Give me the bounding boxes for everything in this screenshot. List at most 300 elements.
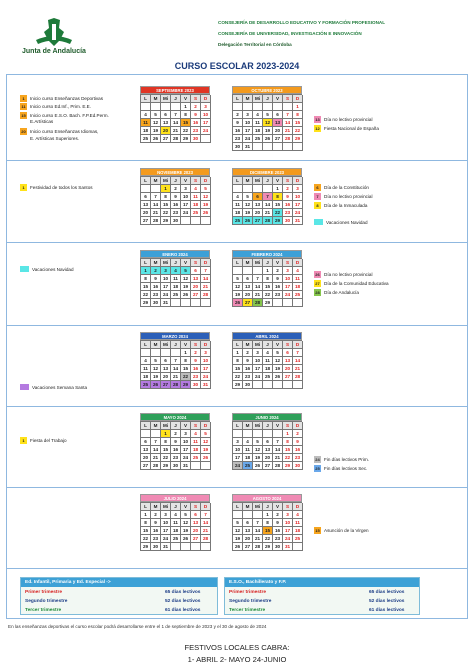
day-cell: 4: [253, 111, 263, 119]
month-title: SEPTIEMBRE 2023: [140, 86, 210, 94]
day-cell: 22: [263, 291, 273, 299]
trimester-name: Tercer trimestre: [229, 607, 266, 613]
day-cell: 4: [191, 185, 201, 193]
month-calendar: [140, 332, 210, 389]
day-cell: 18: [171, 527, 181, 535]
day-cell: 11: [293, 519, 303, 527]
empty-cell: [181, 543, 191, 551]
weekday-header: M: [151, 95, 161, 103]
day-cell: 3: [161, 511, 171, 519]
day-cell: 16: [233, 127, 243, 135]
day-cell: 20: [283, 365, 293, 373]
day-cell: 22: [263, 535, 273, 543]
empty-cell: [243, 185, 253, 193]
day-cell: 22: [141, 535, 151, 543]
day-cell: 20: [253, 209, 263, 217]
day-cell: 22: [161, 454, 171, 462]
day-cell: 7: [253, 519, 263, 527]
day-cell: 13: [161, 365, 171, 373]
trimester-days: 52 días lectivos: [165, 598, 201, 604]
day-cell: 28: [171, 135, 181, 143]
trimester-days: 65 días lectivos: [165, 589, 201, 595]
day-cell: 10: [161, 275, 171, 283]
empty-cell: [253, 267, 263, 275]
empty-cell: [191, 299, 201, 307]
month-grid: [232, 176, 302, 225]
day-cell: 1: [233, 349, 243, 357]
day-cell: 12: [263, 119, 273, 127]
day-cell: 11: [141, 365, 151, 373]
day-cell: 5: [233, 275, 243, 283]
day-cell: 1: [263, 267, 273, 275]
weekday-header: D: [293, 95, 303, 103]
day-cell: 9: [283, 193, 293, 201]
trimester-days: 61 días lectivos: [369, 607, 405, 613]
weekday-header: V: [181, 95, 191, 103]
day-cell: 10: [293, 193, 303, 201]
note-swatch: 7: [314, 193, 321, 200]
empty-cell: [273, 430, 283, 438]
day-cell: 24: [161, 291, 171, 299]
weekday-header: S: [191, 259, 201, 267]
day-cell: 6: [273, 111, 283, 119]
day-cell: 29: [283, 462, 293, 470]
day-cell: 23: [293, 454, 303, 462]
day-cell: 11: [191, 438, 201, 446]
legend-note: [314, 280, 389, 287]
day-cell: 4: [293, 267, 303, 275]
day-cell: 15: [233, 365, 243, 373]
day-cell: 3: [293, 185, 303, 193]
empty-cell: [141, 103, 151, 111]
day-cell: 10: [243, 119, 253, 127]
weekday-header: L: [141, 422, 151, 430]
empty-cell: [181, 217, 191, 225]
day-cell: 4: [293, 511, 303, 519]
day-cell: 2: [171, 185, 181, 193]
weekday-header: D: [201, 177, 211, 185]
weekday-header: Mi: [161, 259, 171, 267]
day-cell: 26: [181, 291, 191, 299]
month-title: ENERO 2024: [140, 250, 210, 258]
day-cell: 26: [233, 543, 243, 551]
day-cell: 30: [293, 462, 303, 470]
day-cell: 10: [233, 446, 243, 454]
empty-cell: [283, 143, 293, 151]
day-cell: 8: [161, 193, 171, 201]
day-cell: 21: [293, 365, 303, 373]
day-cell: 8: [181, 357, 191, 365]
day-cell: 9: [273, 275, 283, 283]
empty-cell: [171, 299, 181, 307]
day-cell: 2: [191, 103, 201, 111]
day-cell: 15: [141, 283, 151, 291]
day-cell: 24: [293, 209, 303, 217]
day-cell: 9: [191, 357, 201, 365]
empty-cell: [161, 349, 171, 357]
legend-secondary: [224, 577, 420, 615]
org-line-2: CONSEJERÍA DE UNIVERSIDAD, INVESTIGACIÓN E INNOVACIÓN: [218, 31, 362, 36]
weekday-header: V: [273, 422, 283, 430]
day-cell: 19: [201, 201, 211, 209]
legend-note: [20, 384, 87, 390]
weekday-header: M: [243, 422, 253, 430]
day-cell: 21: [171, 373, 181, 381]
day-cell: 21: [201, 283, 211, 291]
day-cell: 16: [191, 119, 201, 127]
month-title: AGOSTO 2024: [232, 494, 302, 502]
trimester-name: Segundo trimestre: [229, 598, 272, 604]
weekday-header: S: [191, 422, 201, 430]
day-cell: 7: [273, 438, 283, 446]
day-cell: 12: [233, 527, 243, 535]
day-cell: 19: [233, 291, 243, 299]
empty-cell: [233, 185, 243, 193]
day-cell: 19: [151, 373, 161, 381]
day-cell: 15: [273, 201, 283, 209]
day-cell: 3: [161, 267, 171, 275]
festivos-dates: 1- ABRIL 2- MAYO 24-JUNIO: [187, 655, 287, 664]
empty-cell: [263, 103, 273, 111]
day-cell: 28: [293, 373, 303, 381]
day-cell: 13: [191, 519, 201, 527]
legend-note: [314, 125, 379, 132]
day-cell: 17: [161, 283, 171, 291]
month-grid: [140, 94, 210, 143]
day-cell: 14: [273, 446, 283, 454]
day-cell: 6: [283, 349, 293, 357]
month-calendar: [232, 168, 302, 225]
month-calendar: [140, 494, 210, 551]
empty-cell: [243, 103, 253, 111]
day-cell: 29: [181, 381, 191, 389]
day-cell: 28: [273, 462, 283, 470]
day-cell: 8: [141, 519, 151, 527]
note-text: Asunción de la Virgen: [324, 528, 369, 533]
note-text: Día de Andalucía: [324, 290, 359, 295]
day-cell: 15: [263, 283, 273, 291]
note-text: E. Artísticas Superiores.: [30, 136, 80, 141]
weekday-header: V: [273, 259, 283, 267]
day-cell: 3: [233, 438, 243, 446]
day-cell: 13: [253, 201, 263, 209]
day-cell: 29: [263, 543, 273, 551]
weekday-header: Mi: [253, 503, 263, 511]
day-cell: 14: [171, 365, 181, 373]
weekday-header: J: [171, 422, 181, 430]
day-cell: 12: [253, 446, 263, 454]
day-cell: 16: [151, 527, 161, 535]
day-cell: 24: [283, 535, 293, 543]
day-cell: 19: [243, 209, 253, 217]
legend-secondary-title: E.S.O., Bachillerato y F.P.: [225, 578, 419, 587]
month-calendar: [232, 413, 302, 470]
day-cell: 17: [181, 201, 191, 209]
weekday-header: J: [171, 95, 181, 103]
weekday-header: L: [233, 341, 243, 349]
empty-cell: [181, 299, 191, 307]
weekday-header: Mi: [161, 341, 171, 349]
day-cell: 6: [263, 438, 273, 446]
weekday-header: V: [181, 341, 191, 349]
day-cell: 30: [151, 543, 161, 551]
month-grid: [232, 340, 302, 389]
day-cell: 28: [171, 381, 181, 389]
day-cell: 20: [141, 209, 151, 217]
day-cell: 7: [293, 349, 303, 357]
empty-cell: [293, 299, 303, 307]
note-text: Inicio curso Enseñanzas Idiomas,: [30, 129, 99, 134]
legend-note: [20, 95, 103, 102]
day-cell: 15: [181, 119, 191, 127]
weekday-header: J: [171, 259, 181, 267]
day-cell: 9: [273, 519, 283, 527]
month-title: OCTUBRE 2023: [232, 86, 302, 94]
note-text: Inicio curso Ed.Inf., Prim. E.E.: [30, 104, 92, 109]
day-cell: 21: [151, 454, 161, 462]
empty-cell: [293, 381, 303, 389]
weekday-header: S: [283, 177, 293, 185]
day-cell: 7: [253, 275, 263, 283]
day-cell: 29: [141, 299, 151, 307]
day-cell: 2: [171, 430, 181, 438]
day-cell: 12: [243, 201, 253, 209]
festivos-title: FESTIVOS LOCALES CABRA:: [184, 643, 290, 652]
day-cell: 18: [263, 365, 273, 373]
day-cell: 8: [161, 438, 171, 446]
weekday-header: D: [201, 95, 211, 103]
day-cell: 25: [141, 135, 151, 143]
note-swatch: 28: [315, 290, 320, 295]
note-text: Inicio curso Enseñanzas Deportivas: [30, 96, 104, 101]
day-cell: 20: [243, 535, 253, 543]
day-cell: 4: [263, 349, 273, 357]
note-swatch: [20, 384, 29, 390]
empty-cell: [141, 185, 151, 193]
day-cell: 24: [201, 373, 211, 381]
org-line-3: Delegación Territorial en Córdoba: [218, 42, 292, 47]
empty-cell: [151, 103, 161, 111]
day-cell: 24: [233, 462, 243, 470]
empty-cell: [201, 543, 211, 551]
day-cell: 22: [233, 373, 243, 381]
day-cell: 7: [201, 511, 211, 519]
day-cell: 30: [171, 217, 181, 225]
day-cell: 17: [201, 365, 211, 373]
day-cell: 14: [171, 119, 181, 127]
day-cell: 23: [171, 209, 181, 217]
empty-cell: [191, 462, 201, 470]
weekday-header: D: [293, 503, 303, 511]
weekday-header: L: [141, 95, 151, 103]
day-cell: 12: [201, 438, 211, 446]
day-cell: 6: [191, 511, 201, 519]
legend-note: [30, 136, 79, 141]
note-swatch: [20, 266, 29, 272]
day-cell: 23: [233, 135, 243, 143]
day-cell: 18: [191, 201, 201, 209]
legend-note: [30, 119, 53, 124]
day-cell: 31: [161, 299, 171, 307]
day-cell: 18: [243, 454, 253, 462]
weekday-header: V: [181, 177, 191, 185]
weekday-header: M: [151, 341, 161, 349]
day-cell: 26: [181, 535, 191, 543]
note-swatch: 12: [315, 126, 320, 131]
empty-cell: [253, 430, 263, 438]
day-cell: 27: [191, 535, 201, 543]
day-cell: 13: [263, 446, 273, 454]
day-cell: 4: [171, 267, 181, 275]
day-cell: 30: [171, 462, 181, 470]
weekday-header: M: [243, 503, 253, 511]
weekday-header: L: [233, 503, 243, 511]
day-cell: 15: [161, 201, 171, 209]
day-cell: 25: [293, 291, 303, 299]
day-cell: 11: [141, 119, 151, 127]
day-cell: 5: [151, 357, 161, 365]
empty-cell: [243, 267, 253, 275]
weekday-header: V: [273, 177, 283, 185]
note-swatch: 15: [315, 528, 320, 533]
row-divider: [6, 406, 468, 407]
empty-cell: [233, 267, 243, 275]
day-cell: 23: [283, 209, 293, 217]
day-cell: 10: [181, 438, 191, 446]
trimester-name: Tercer trimestre: [25, 607, 62, 613]
day-cell: 10: [181, 193, 191, 201]
weekday-header: J: [263, 422, 273, 430]
day-cell: 4: [141, 357, 151, 365]
day-cell: 6: [141, 438, 151, 446]
day-cell: 31: [201, 381, 211, 389]
day-cell: 24: [201, 127, 211, 135]
day-cell: 19: [181, 527, 191, 535]
note-text: Festividad de todos los Santos: [30, 185, 93, 190]
day-cell: 13: [273, 119, 283, 127]
day-cell: 12: [151, 365, 161, 373]
day-cell: 29: [181, 135, 191, 143]
day-cell: 19: [253, 454, 263, 462]
day-cell: 30: [191, 135, 201, 143]
month-grid: [140, 421, 210, 470]
day-cell: 10: [161, 519, 171, 527]
weekday-header: Mi: [161, 95, 171, 103]
month-grid: [140, 340, 210, 389]
day-cell: 9: [243, 357, 253, 365]
note-text: Día de la Comunidad Educativa: [324, 281, 389, 286]
empty-cell: [201, 462, 211, 470]
legend-note: [314, 202, 367, 209]
weekday-header: V: [181, 503, 191, 511]
weekday-header: D: [293, 259, 303, 267]
day-cell: 27: [141, 217, 151, 225]
weekday-header: L: [233, 95, 243, 103]
weekday-header: D: [201, 422, 211, 430]
day-cell: 18: [293, 283, 303, 291]
day-cell: 18: [253, 127, 263, 135]
day-cell: 25: [191, 454, 201, 462]
day-cell: 20: [141, 454, 151, 462]
day-cell: 5: [273, 349, 283, 357]
day-cell: 27: [161, 135, 171, 143]
day-cell: 5: [201, 430, 211, 438]
weekday-header: V: [273, 503, 283, 511]
empty-cell: [293, 143, 303, 151]
day-cell: 24: [283, 291, 293, 299]
month-grid: [232, 421, 302, 470]
note-swatch: 1: [20, 437, 27, 444]
day-cell: 16: [171, 201, 181, 209]
day-cell: 9: [171, 438, 181, 446]
note-swatch: 24: [315, 457, 320, 462]
weekday-header: M: [243, 95, 253, 103]
day-cell: 8: [273, 193, 283, 201]
day-cell: 28: [201, 535, 211, 543]
note-swatch: 8: [314, 202, 321, 209]
month-grid: [140, 258, 210, 307]
note-text: Día no lectivo provincial: [324, 194, 373, 199]
day-cell: 7: [263, 193, 273, 201]
day-cell: 19: [201, 446, 211, 454]
note-text: Vacaciones Navidad: [32, 266, 74, 272]
empty-cell: [283, 103, 293, 111]
weekday-header: J: [263, 259, 273, 267]
day-cell: 6: [243, 275, 253, 283]
note-swatch: 15: [21, 113, 26, 118]
legend-row: [225, 588, 419, 596]
day-cell: 6: [243, 519, 253, 527]
month-grid: [232, 502, 302, 551]
day-cell: 17: [243, 127, 253, 135]
day-cell: 23: [171, 454, 181, 462]
empty-cell: [191, 217, 201, 225]
note-swatch: 20: [21, 129, 26, 134]
day-cell: 17: [293, 201, 303, 209]
weekday-header: V: [181, 422, 191, 430]
weekday-header: L: [141, 503, 151, 511]
day-cell: 12: [181, 275, 191, 283]
day-cell: 5: [263, 111, 273, 119]
day-cell: 20: [161, 127, 171, 135]
weekday-header: Mi: [253, 177, 263, 185]
empty-cell: [273, 143, 283, 151]
empty-cell: [171, 103, 181, 111]
day-cell: 1: [293, 103, 303, 111]
day-cell: 6: [141, 193, 151, 201]
day-cell: 12: [273, 357, 283, 365]
day-cell: 29: [161, 217, 171, 225]
day-cell: 26: [253, 462, 263, 470]
weekday-header: M: [151, 259, 161, 267]
month-title: JULIO 2024: [140, 494, 210, 502]
weekday-header: M: [151, 503, 161, 511]
trimester-name: Segundo trimestre: [25, 598, 68, 604]
day-cell: 22: [293, 127, 303, 135]
trimester-days: 52 días lectivos: [369, 598, 405, 604]
empty-cell: [201, 135, 211, 143]
day-cell: 21: [253, 291, 263, 299]
day-cell: 28: [283, 135, 293, 143]
legend-note: [20, 103, 91, 110]
day-cell: 25: [191, 209, 201, 217]
day-cell: 4: [171, 511, 181, 519]
day-cell: 3: [201, 103, 211, 111]
empty-cell: [263, 143, 273, 151]
day-cell: 13: [141, 201, 151, 209]
day-cell: 14: [253, 527, 263, 535]
weekday-header: D: [201, 341, 211, 349]
